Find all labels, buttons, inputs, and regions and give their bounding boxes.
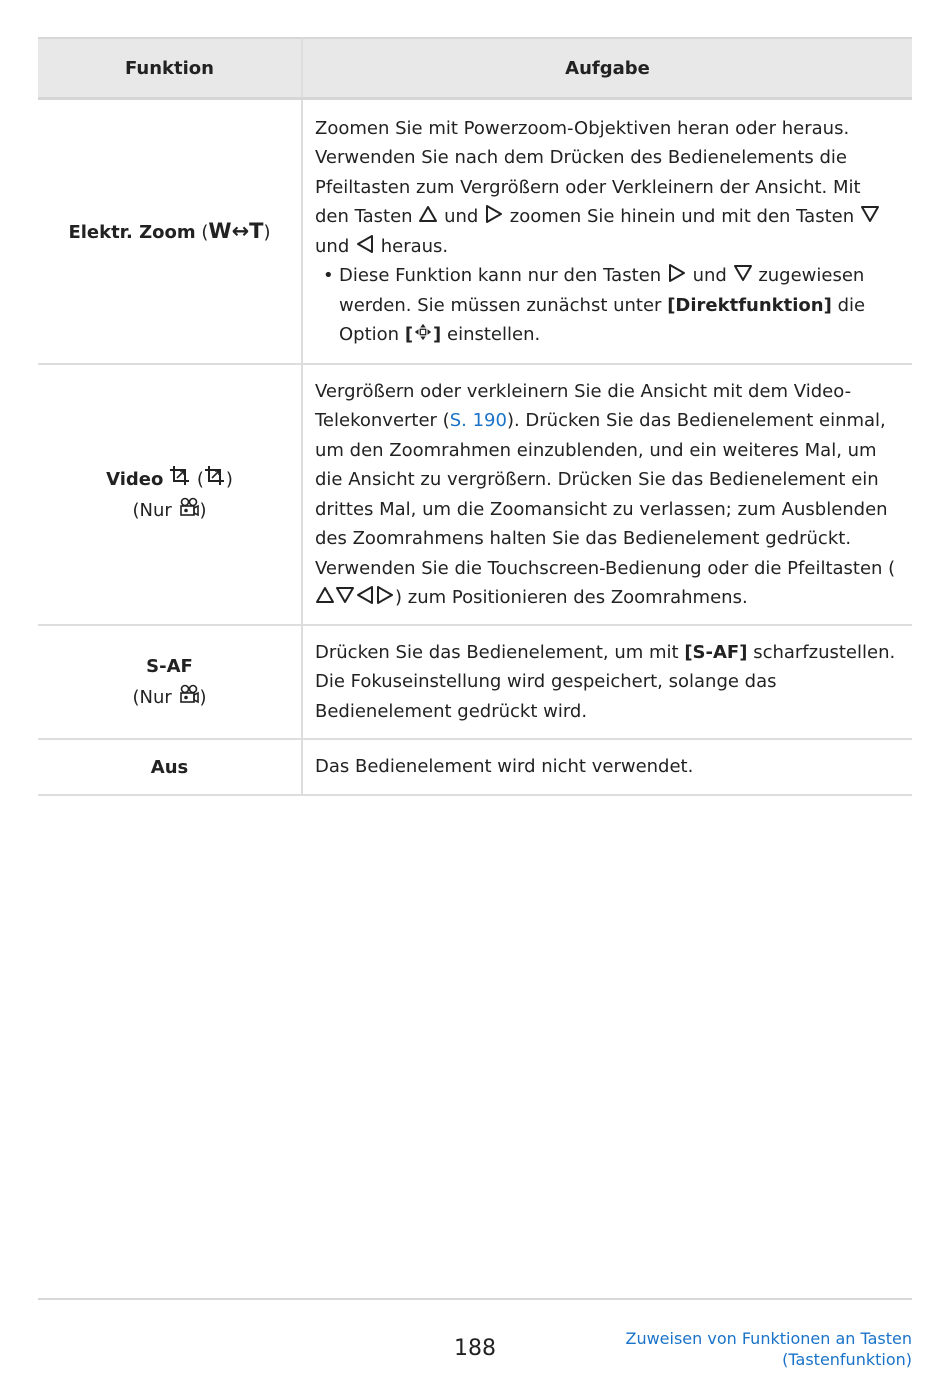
arrow-up-icon (418, 204, 438, 224)
saf-label: [S-AF] (684, 641, 748, 663)
section-link[interactable] (625, 1328, 912, 1370)
table-row (38, 625, 912, 739)
task-text: Drücken Sie das Bedienelement, um mit (315, 641, 679, 663)
task-text: und (315, 235, 350, 257)
note-list (315, 261, 900, 350)
arrow-right-icon (375, 585, 395, 605)
task-cell (302, 625, 912, 739)
function-cell (38, 739, 302, 795)
table-row (38, 739, 912, 795)
table-header-row (38, 38, 912, 99)
function-cell: Video ( ) (Nur ) (38, 364, 302, 625)
function-name: S-AF (146, 656, 193, 677)
page-number: 188 (454, 1336, 496, 1361)
arrow-down-icon (860, 204, 880, 224)
crop-icon (204, 465, 226, 487)
task-text: ). Drücken Sie das Bedienelement einmal, um den Zoomrahmen einzublenden, und ein weiteres Mal, um die Ansicht zu vergrößern. Drücken Sie das Bedienelement ein drittes Mal, um die Zoomansicht zu verlassen; zum Ausblenden des Zoomrahmens halten Sie das Bedienelement gedrückt. Verwenden Sie die Touchscreen-Bedienung oder die Pfeiltasten ( (315, 410, 896, 579)
section-link-line2[interactable]: (Tastenfunktion) (782, 1350, 912, 1369)
function-name: Aus (150, 756, 189, 778)
task-cell (302, 739, 912, 795)
task-text: Das Bedienelement wird nicht verwendet. (315, 756, 694, 778)
arrow-right-icon (667, 263, 687, 283)
task-cell (302, 99, 912, 365)
function-cell: Elektr. Zoom (W↔T) (38, 99, 302, 365)
function-table (38, 37, 912, 796)
only-label: (Nur (132, 687, 172, 708)
movie-icon (178, 496, 200, 518)
cross-arrows-icon (413, 322, 433, 342)
task-text: ) zum Positionieren des Zoomrahmens. (395, 587, 748, 608)
task-text: scharfzustellen. (753, 641, 896, 663)
task-cell (302, 364, 912, 625)
table-row (38, 364, 912, 625)
footer-divider (38, 1298, 912, 1300)
task-text: zoomen Sie hinein und mit den Tasten (509, 206, 855, 227)
task-text: Die Fokuseinstellung wird gespeichert, solange das Bedienelement gedrückt wird. (315, 671, 777, 722)
arrow-left-icon (355, 234, 375, 254)
header-function: Funktion (38, 38, 302, 99)
note-item: • Diese Funktion kann nur den Tasten und zugewiesen werden. Sie müssen zunächst unter [Direktfunktion] die Option [ ] einstellen. (339, 261, 900, 350)
movie-icon (178, 683, 200, 705)
direct-function-label: [Direktfunktion] (667, 294, 832, 316)
arrow-right-icon (484, 204, 504, 224)
task-text: und (444, 206, 479, 227)
arrow-down-icon (335, 585, 355, 605)
task-text: Vergrößern oder verkleinern Sie die Ansicht mit dem Video-Telekonverter ( (315, 380, 852, 431)
task-text: heraus. (380, 235, 449, 257)
wt-symbol: W↔T (208, 218, 264, 243)
crop-icon (169, 465, 191, 487)
section-link-line1[interactable]: Zuweisen von Funktionen an Tasten (625, 1329, 912, 1348)
task-text: Zoomen Sie mit Powerzoom-Objektiven heran oder heraus. Verwenden Sie nach dem Drücken des Bedienelements die Pfeiltasten zum Vergrößern oder Verkleinern der Ansicht. Mit den Tasten (315, 117, 861, 227)
function-name: Video (106, 468, 164, 490)
only-label: (Nur (132, 499, 172, 521)
header-task: Aufgabe (302, 38, 912, 99)
page-link[interactable]: S. 190 (449, 410, 507, 431)
function-cell: S-AF (Nur ) (38, 625, 302, 739)
arrow-up-icon (315, 585, 335, 605)
arrow-down-icon (733, 263, 753, 283)
table-row (38, 99, 912, 365)
arrow-left-icon (355, 585, 375, 605)
function-name: Elektr. Zoom (68, 221, 196, 243)
